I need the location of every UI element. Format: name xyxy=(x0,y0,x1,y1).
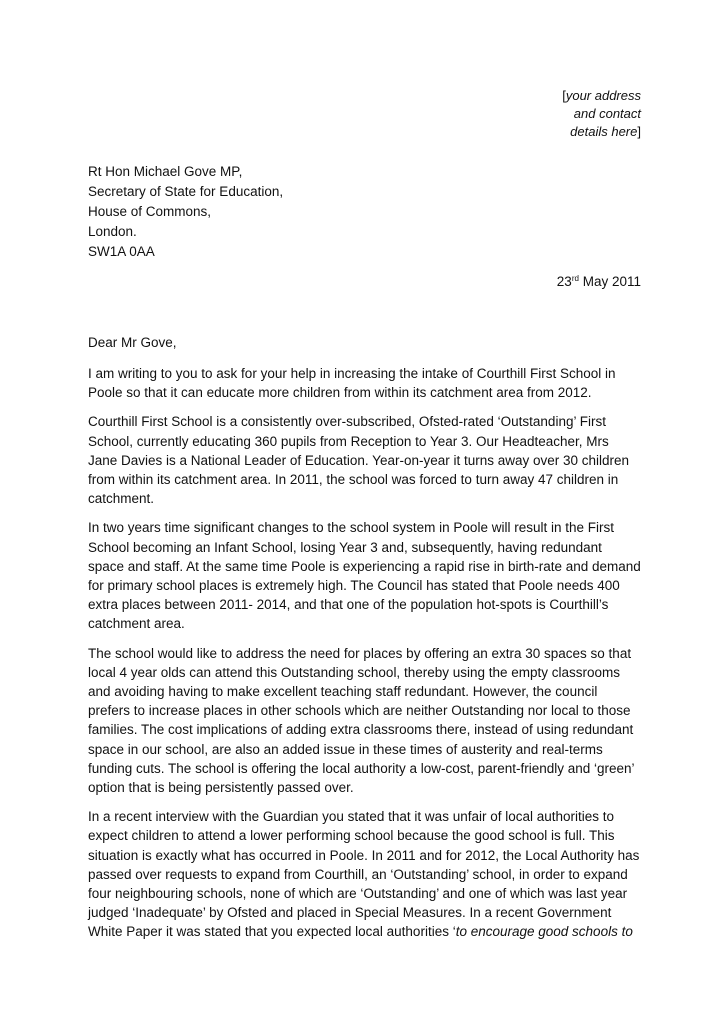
paragraph xyxy=(88,412,648,508)
last-line-italic: to encourage good schools to xyxy=(455,924,633,940)
address-bracket-close: ] xyxy=(637,124,641,139)
paragraph-line: for primary school places is extremely high. The Council has stated that Poole needs 400 xyxy=(88,578,620,594)
paragraph-line: from within its catchment area. In 2011, the school was forced to turn away 47 children in xyxy=(88,472,619,488)
paragraph-line: funding cuts. The school is offering the local authority a low-cost, parent-friendly and ‘green’ xyxy=(88,760,635,776)
paragraph-line: Courthill First School is a consistently over-subscribed, Ofsted-rated ‘Outstanding’ First xyxy=(88,414,606,430)
paragraph-line: families. The cost implications of adding extra classrooms there, instead of using redundant xyxy=(88,722,634,738)
paragraph-line: and avoiding having to make excellent teaching staff redundant. However, the council xyxy=(88,684,598,700)
salutation: Dear Mr Gove, xyxy=(88,335,177,350)
address-line-2: and contact xyxy=(573,106,641,121)
paragraph-line: option that is being persistently passed over. xyxy=(88,780,354,796)
sender-address-placeholder xyxy=(521,87,641,141)
paragraph-line-last xyxy=(88,922,648,941)
paragraph-line: Poole so that it can educate more children from within its catchment area from 2012. xyxy=(88,385,592,401)
recipient-line: House of Commons, xyxy=(88,204,212,219)
recipient-address xyxy=(88,162,283,262)
paragraph-line: catchment area. xyxy=(88,616,185,632)
address-line-1: your address xyxy=(565,88,641,103)
paragraph xyxy=(88,644,648,798)
paragraph-line: In two years time significant changes to the school system in Poole will result in the First xyxy=(88,520,614,536)
address-line-3: details here xyxy=(570,124,638,139)
paragraph-line: catchment. xyxy=(88,491,155,507)
letter-body xyxy=(88,364,648,952)
recipient-line: London. xyxy=(88,224,137,239)
date-rest: May 2011 xyxy=(578,274,641,289)
paragraph xyxy=(88,364,648,402)
paragraph-line: In a recent interview with the Guardian you stated that it was unfair of local authorities to xyxy=(88,809,615,825)
paragraph-line: School, currently educating 360 pupils from Reception to Year 3. Our Headteacher, Mrs xyxy=(88,433,609,449)
paragraph-line: four neighbouring schools, none of which are ‘Outstanding’ and one of which was last year xyxy=(88,886,628,902)
address-bracket-open: [ xyxy=(562,88,566,103)
paragraph xyxy=(88,807,648,941)
recipient-line: Rt Hon Michael Gove MP, xyxy=(88,164,243,179)
paragraph-line: expect children to attend a lower performing school because the good school is full. This xyxy=(88,828,615,844)
paragraph-line: judged ‘Inadequate’ by Ofsted and placed in Special Measures. In a recent Government xyxy=(88,905,612,921)
paragraph-line: local 4 year olds can attend this Outstanding school, thereby using the empty classrooms xyxy=(88,664,621,680)
paragraph-line: extra places between 2011- 2014, and that one of the population hot-spots is Courthill’s xyxy=(88,597,609,613)
paragraph xyxy=(88,518,648,633)
letter-date xyxy=(557,272,641,292)
paragraph-line: space in our school, are also an added issue in these times of austerity and real-terms xyxy=(88,741,603,757)
paragraph-line: situation is exactly what has occurred in Poole. In 2011 and for 2012, the Local Authority has xyxy=(88,847,640,863)
paragraph-line: Jane Davies is a National Leader of Education. Year-on-year it turns away over 30 children xyxy=(88,452,630,468)
date-suffix: rd xyxy=(571,274,579,283)
recipient-line: Secretary of State for Education, xyxy=(88,184,284,199)
paragraph-line: I am writing to you to ask for your help in increasing the intake of Courthill First School in xyxy=(88,366,616,381)
paragraph-line: prefers to increase places in other schools which are neither Outstanding nor local to those xyxy=(88,703,631,719)
paragraph-line: space and staff. At the same time Poole is experiencing a rapid rise in birth-rate and demand xyxy=(88,558,641,574)
paragraph-line: The school would like to address the need for places by offering an extra 30 spaces so that xyxy=(88,645,632,661)
paragraph-line: School becoming an Infant School, losing Year 3 and, subsequently, having redundant xyxy=(88,539,602,555)
paragraph-line: passed over requests to expand from Courthill, an ‘Outstanding’ school, in order to expand xyxy=(88,866,628,882)
last-line-plain: White Paper it was stated that you expected local authorities ‘ xyxy=(88,924,456,940)
date-day: 23 xyxy=(556,274,572,289)
recipient-line: SW1A 0AA xyxy=(88,244,155,259)
